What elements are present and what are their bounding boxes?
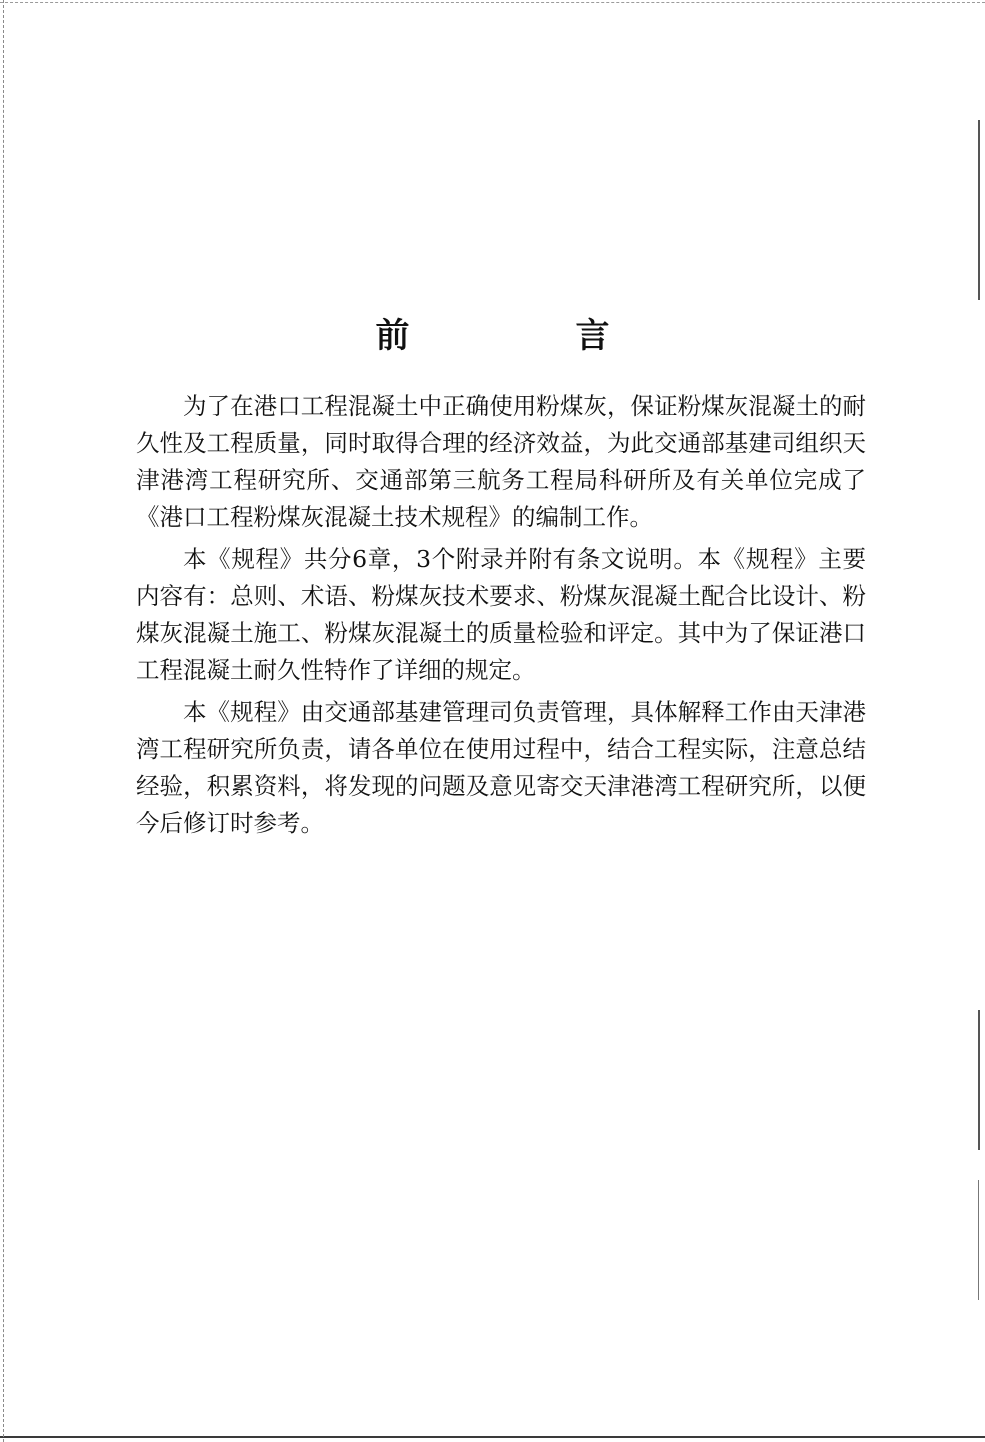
scan-edge-right-lower xyxy=(978,1010,980,1150)
scan-edge-bottom xyxy=(0,1436,985,1438)
scan-edge-top xyxy=(0,2,985,3)
page-title: 前 言 xyxy=(375,316,676,356)
body-text xyxy=(136,388,866,847)
paragraph-2: 本《规程》共分6章，3个附录并附有条文说明。本《规程》主要内容有：总则、术语、粉煤灰技术要求、粉煤灰混凝土配合比设计、粉煤灰混凝土施工、粉煤灰混凝土的质量检验和评定。其中为了保证港口工程混凝土耐久性特作了详细的规定。 xyxy=(136,545,866,684)
paragraph-1: 为了在港口工程混凝土中正确使用粉煤灰，保证粉煤灰混凝土的耐久性及工程质量，同时取得合理的经济效益，为此交通部基建司组织天津港湾工程研究所、交通部第三航务工程局科研所及有关单位完成了《港口工程粉煤灰混凝土技术规程》的编制工作。 xyxy=(136,392,866,531)
paragraph-3: 本《规程》由交通部基建管理司负责管理，具体解释工作由天津港湾工程研究所负责，请各单位在使用过程中，结合工程实际，注意总结经验，积累资料，将发现的问题及意见寄交天津港湾工程研究所，以便今后修订时参考。 xyxy=(136,698,866,837)
scan-edge-right xyxy=(978,120,980,300)
scan-edge-left xyxy=(3,0,4,1442)
scan-edge-right-bottom xyxy=(978,1180,979,1300)
